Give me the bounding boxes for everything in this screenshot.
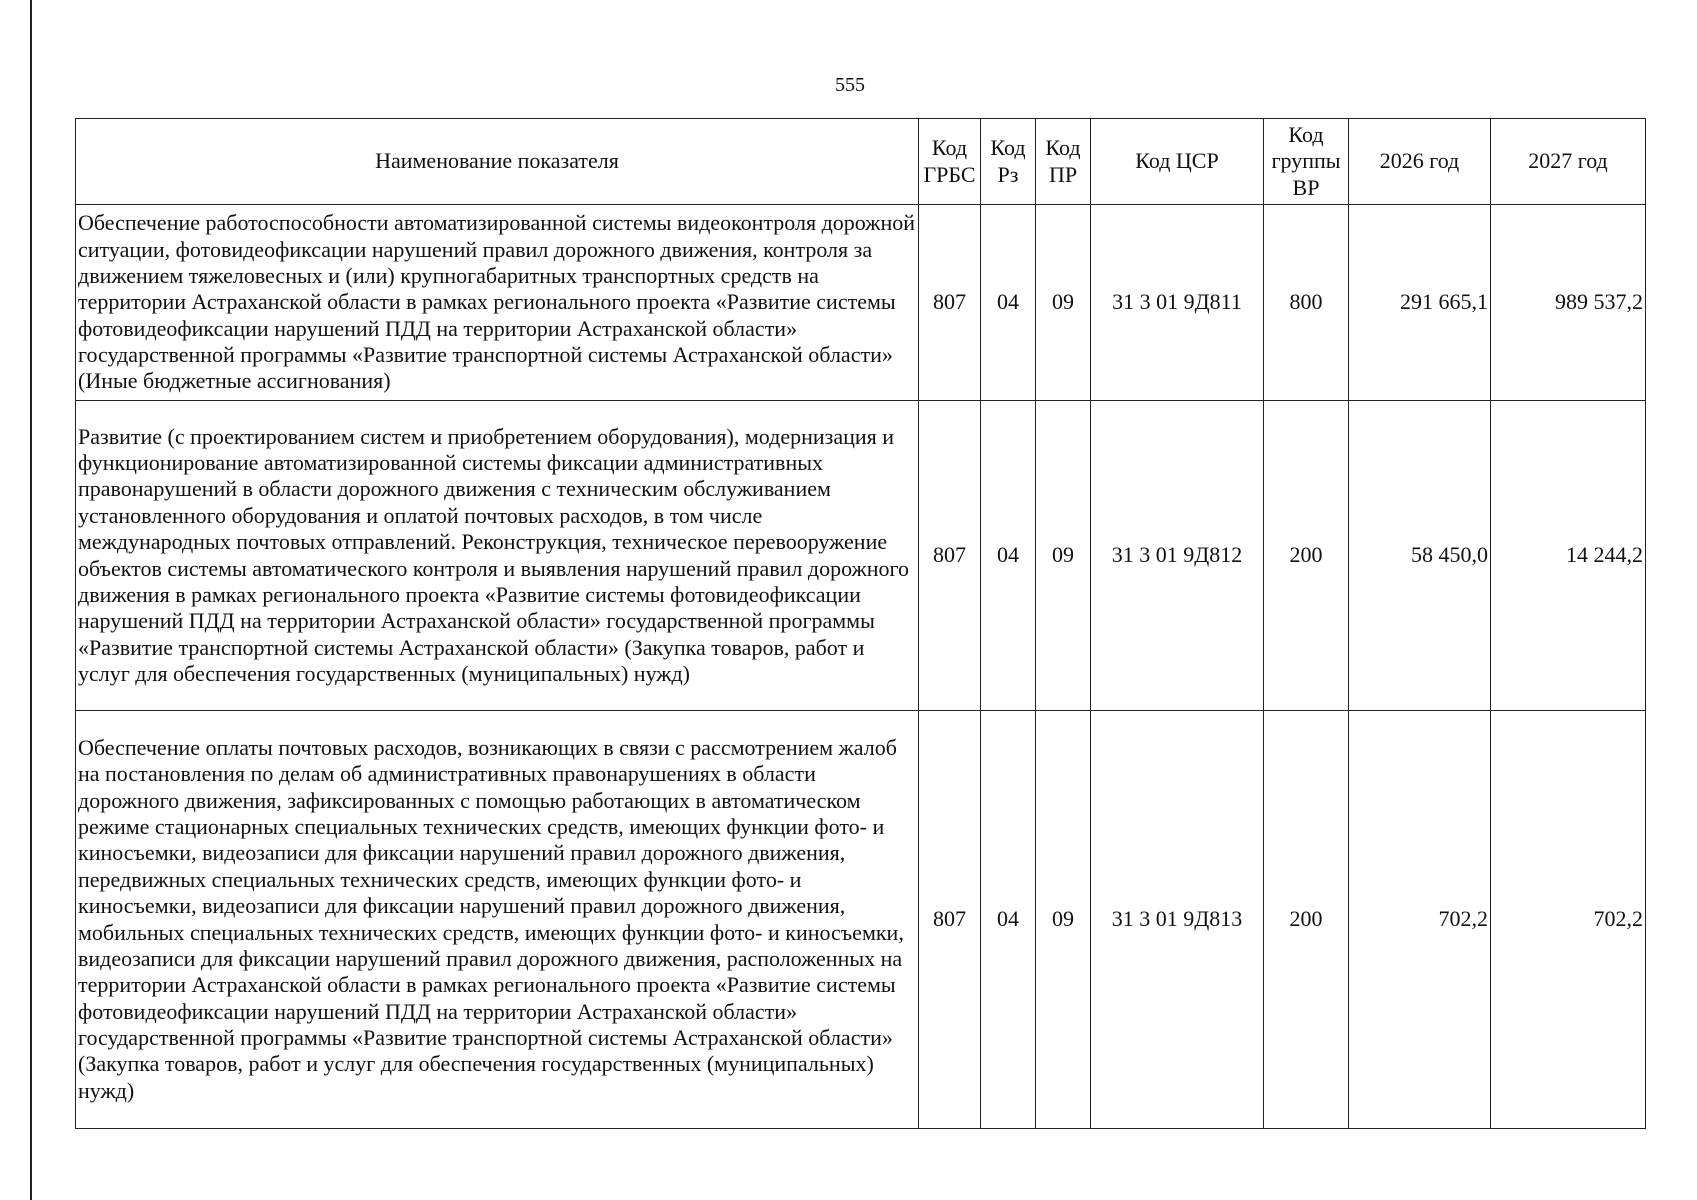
cell-name: Обеспечение оплаты почтовых расходов, возникающих в связи с рассмотрением жалоб на постановления по делам об административных правонарушениях в области дорожного движения, зафиксированных с помощью работающих в автоматическом режиме стационарных специальных технических средств, имеющих функции фото- и киносъемки, видеозаписи для фиксации нарушений правил дорожного движения, передвижных специальных технических средств, имеющих функции фото- и киносъемки, видеозаписи для фиксации нарушений правил дорожного движения, мобильных специальных технических средств, имеющих функции фото- и киносъемки, видеозаписи для фиксации нарушений правил дорожного движения, расположенных на территории Астраханской области в рамках регионального проекта «Развитие системы фотовидеофиксации нарушений ПДД на территории Астраханской области» государственной программы «Развитие транспортной системы Астраханской области» (Закупка товаров, работ и услуг для обеспечения государственных (муниципальных) нужд) bbox=[76, 711, 919, 1129]
cell-grbs: 807 bbox=[919, 205, 981, 401]
cell-rz: 04 bbox=[981, 401, 1036, 711]
table-row bbox=[76, 711, 1646, 1129]
cell-vr: 200 bbox=[1264, 401, 1349, 711]
left-margin-line bbox=[30, 0, 32, 1200]
table-row bbox=[76, 401, 1646, 711]
cell-csr: 31 3 01 9Д811 bbox=[1091, 205, 1264, 401]
budget-table bbox=[75, 118, 1646, 1129]
cell-rz: 04 bbox=[981, 205, 1036, 401]
table-header bbox=[76, 119, 1646, 205]
cell-grbs: 807 bbox=[919, 711, 981, 1129]
header-rz: Код Рз bbox=[981, 119, 1036, 205]
cell-2026: 58 450,0 bbox=[1349, 401, 1491, 711]
table-row bbox=[76, 205, 1646, 401]
header-grbs: Код ГРБС bbox=[919, 119, 981, 205]
cell-csr: 31 3 01 9Д813 bbox=[1091, 711, 1264, 1129]
cell-name: Обеспечение работоспособности автоматизированной системы видеоконтроля дорожной ситуации, фотовидеофиксации нарушений правил дорожного движения, контроля за движением тяжеловесных и (или) крупногабаритных транспортных средств на территории Астраханской области в рамках регионального проекта «Развитие системы фотовидеофиксации нарушений ПДД на территории Астраханской области» государственной программы «Развитие транспортной системы Астраханской области» (Иные бюджетные ассигнования) bbox=[76, 205, 919, 401]
cell-2027: 989 537,2 bbox=[1491, 205, 1646, 401]
cell-csr: 31 3 01 9Д812 bbox=[1091, 401, 1264, 711]
cell-2026: 702,2 bbox=[1349, 711, 1491, 1129]
cell-pr: 09 bbox=[1036, 401, 1091, 711]
page-number: 555 bbox=[835, 74, 865, 96]
header-csr: Код ЦСР bbox=[1091, 119, 1264, 205]
header-vr: Код группы ВР bbox=[1264, 119, 1349, 205]
cell-2027: 702,2 bbox=[1491, 711, 1646, 1129]
cell-2027: 14 244,2 bbox=[1491, 401, 1646, 711]
header-name: Наименование показателя bbox=[76, 119, 919, 205]
cell-pr: 09 bbox=[1036, 711, 1091, 1129]
cell-vr: 800 bbox=[1264, 205, 1349, 401]
header-2026: 2026 год bbox=[1349, 119, 1491, 205]
cell-name: Развитие (с проектированием систем и приобретением оборудования), модернизация и функционирование автоматизированной системы фиксации административных правонарушений в области дорожного движения с техническим обслуживанием установленного оборудования и оплатой почтовых расходов, в том числе международных почтовых отправлений. Реконструкция, техническое перевооружение объектов системы автоматического контроля и выявления нарушений правил дорожного движения в рамках регионального проекта «Развитие системы фотовидеофиксации нарушений ПДД на территории Астраханской области» государственной программы «Развитие транспортной системы Астраханской области» (Закупка товаров, работ и услуг для обеспечения государственных (муниципальных) нужд) bbox=[76, 401, 919, 711]
cell-rz: 04 bbox=[981, 711, 1036, 1129]
cell-pr: 09 bbox=[1036, 205, 1091, 401]
cell-2026: 291 665,1 bbox=[1349, 205, 1491, 401]
header-2027: 2027 год bbox=[1491, 119, 1646, 205]
cell-grbs: 807 bbox=[919, 401, 981, 711]
header-pr: Код ПР bbox=[1036, 119, 1091, 205]
cell-vr: 200 bbox=[1264, 711, 1349, 1129]
